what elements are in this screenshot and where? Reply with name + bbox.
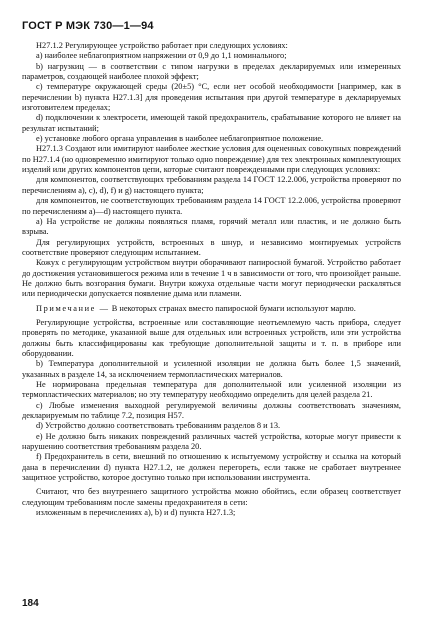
- document-header: ГОСТ Р МЭК 730—1—94: [22, 20, 154, 32]
- body-paragraph: d) подключении к электросети, имеющей такой предохранитель, срабатывание которого не влияет на результат испытаний;: [22, 113, 401, 133]
- body-paragraph: Кожух с регулирующим устройством внутри оборачивают папиросной бумагой. Устройство работает до достижения установившегося режима или в течение 1 ч в зависимости от того, что произойдет раньше. Не должно быть возгорания бумаги. Внутри кожуха отдельные части могут периодически раскаляться или периодически допускается появление дыма или пламени.: [22, 258, 401, 299]
- body-paragraph: b) Температура дополнительной и усиленной изоляции не должна быть более 1,5 значений, указанных в разделе 14, за исключением термопластических материалов.: [22, 359, 401, 379]
- body-paragraph: а) наиболее неблагоприятном напряжении от 0,9 до 1,1 номинального;: [36, 51, 287, 61]
- body-paragraph: f) Предохранитель в сети, внешний по отношению к испытуемому устройству и ссылка на который дана в перечислении d) пункта Н27.1.2, не должен перегореть, если также не сработает внутреннее защитное устройство, которое доступно только при использовании инструмента.: [22, 452, 401, 483]
- body-paragraph: изложенным в перечислениях а), b) и d) пункта Н27.1.3;: [36, 508, 236, 518]
- body-paragraph: для компонентов, не соответствующих требованиям раздела 14 ГОСТ 12.2.006, устройства проверяют по перечислениям а)—d) настоящего пункта.: [22, 196, 401, 216]
- body-paragraph: а) На устройстве не должны появляться пламя, горячий металл или пластик, и не должно быть взрыва.: [22, 216, 401, 237]
- body-paragraph: b) нагрузкиц — в соответствии с типом нагрузки в пределах декларируемых или измеренных параметров, создающей наиболее плохой эффект;: [22, 61, 401, 82]
- note-label: Примечание —: [36, 303, 110, 313]
- body-paragraph: е) Не должно быть никаких повреждений различных частей устройства, которые могут привести к нарушению соответствия требованиям раздела 20.: [22, 431, 401, 452]
- body-paragraph: Н27.1.3 Создают или имитируют наиболее жесткие условия для оцененных совокупных повреждений по Н27.1.4 (но одновременно имитируют только одно повреждение) для тех электронных комплектующих изделий или других компонентов цепи, которые считают поврежденными при следующих условиях:: [22, 144, 401, 175]
- body-paragraph: Н27.1.2 Регулирующее устройство работает при следующих условиях:: [36, 41, 288, 50]
- body-paragraph: Считают, что без внутреннего защитного устройства можно обойтись, если образец соответствует следующим требованиям после замены предохранителя в сети:: [22, 487, 401, 507]
- document-body: [22, 41, 401, 518]
- body-paragraph: для компонентов, соответствующих требованиям раздела 14 ГОСТ 12.2.006, устройства проверяют по перечислениям а), с), d), f) и g) настоящего пункта;: [22, 175, 401, 195]
- body-paragraph: с) температуре окружающей среды (20±5) °С, если нет особой необходимости [например, как в перечислении b) пункта Н27.1.3] для проведения испытания при другой температуре в декларируемых изготовителем пределах;: [22, 82, 401, 113]
- body-paragraph: е) установке любого органа управления в наиболее неблагоприятное положение.: [36, 134, 324, 144]
- body-paragraph: с) Любые изменения выходной регулируемой величины должны соответствовать значениям, декларируемым по таблице 7.2, позиция Н57.: [22, 400, 401, 421]
- page-number: 184: [22, 598, 39, 609]
- note-paragraph: [22, 304, 401, 314]
- body-paragraph: Регулирующие устройства, встроенные или составляющие неотъемлемую часть прибора, следует проверять по методике, указанной выше для отдельных или встроенных устройств, или эти устройства должны быть классифицированы как требующие дополнительной защиты и т. п. в приборе или оборудовании.: [22, 317, 401, 358]
- body-paragraph: Для регулирующих устройств, встроенных в шнур, и независимо монтируемых устройств соответствие проверяют следующим испытанием.: [22, 237, 401, 257]
- note-text: В некоторых странах вместо папиросной бумаги используют марлю.: [111, 303, 356, 313]
- body-paragraph: d) Устройство должно соответствовать требованиям разделов 8 и 13.: [36, 421, 281, 431]
- body-paragraph: Не нормирована предельная температура для дополнительной или усиленной изоляции из термопластических материалов; но эту температуру необходимо определить для целей раздела 21.: [22, 380, 401, 400]
